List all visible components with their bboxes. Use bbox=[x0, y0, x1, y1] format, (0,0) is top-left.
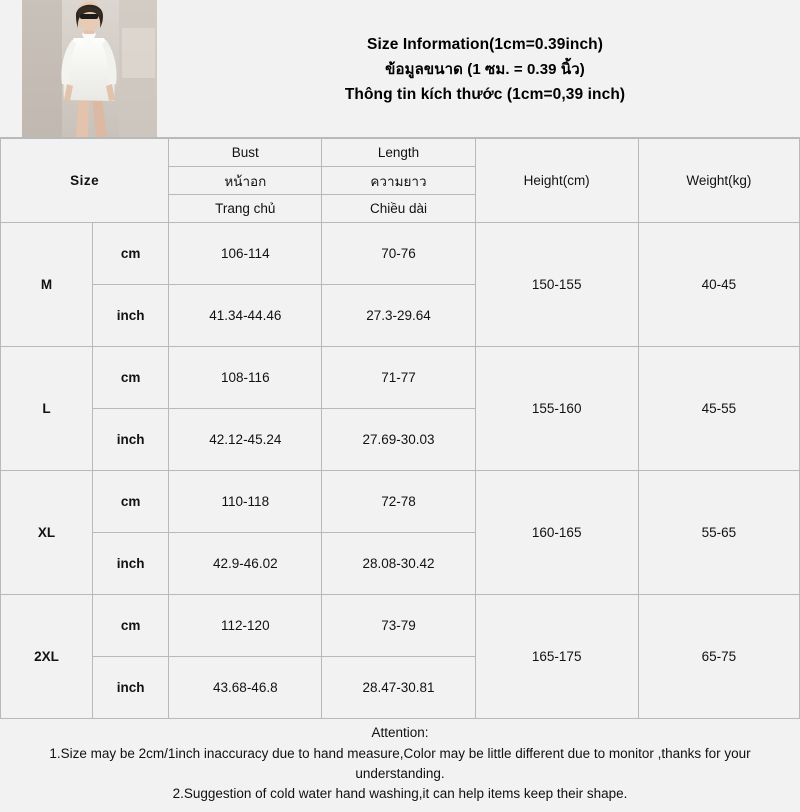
bust-inch: 42.12-45.24 bbox=[169, 409, 322, 471]
header-height: Height(cm) bbox=[475, 139, 638, 223]
header-size: Size bbox=[1, 139, 169, 223]
height-value: 160-165 bbox=[475, 471, 638, 595]
bust-inch: 43.68-46.8 bbox=[169, 657, 322, 719]
row-size-label: M bbox=[1, 223, 93, 347]
attention-title: Attention: bbox=[371, 725, 429, 740]
length-cm: 73-79 bbox=[322, 595, 475, 657]
unit-cm: cm bbox=[93, 471, 169, 533]
unit-inch: inch bbox=[93, 285, 169, 347]
row-size-label: L bbox=[1, 347, 93, 471]
header-bust-th: หน้าอก bbox=[169, 167, 322, 195]
bust-inch: 41.34-44.46 bbox=[169, 285, 322, 347]
unit-inch: inch bbox=[93, 533, 169, 595]
bust-cm: 112-120 bbox=[169, 595, 322, 657]
unit-cm: cm bbox=[93, 347, 169, 409]
unit-inch: inch bbox=[93, 657, 169, 719]
unit-cm: cm bbox=[93, 595, 169, 657]
bust-cm: 106-114 bbox=[169, 223, 322, 285]
title-thai: ข้อมูลขนาด (1 ซม. = 0.39 นิ้ว) bbox=[385, 61, 585, 78]
unit-cm: cm bbox=[93, 223, 169, 285]
header-bust-vi: Trang chủ bbox=[169, 195, 322, 223]
weight-value: 45-55 bbox=[638, 347, 799, 471]
size-table bbox=[0, 138, 800, 719]
unit-inch: inch bbox=[93, 409, 169, 471]
row-size-label: XL bbox=[1, 471, 93, 595]
title-english: Size Information(1cm=0.39inch) bbox=[367, 36, 603, 53]
weight-value: 55-65 bbox=[638, 471, 799, 595]
weight-value: 40-45 bbox=[638, 223, 799, 347]
length-inch: 28.47-30.81 bbox=[322, 657, 475, 719]
length-cm: 72-78 bbox=[322, 471, 475, 533]
length-inch: 27.3-29.64 bbox=[322, 285, 475, 347]
height-value: 155-160 bbox=[475, 347, 638, 471]
table-row bbox=[1, 471, 800, 533]
attention-line-2: 2.Suggestion of cold water hand washing,it can help items keep their shape. bbox=[172, 786, 628, 801]
product-photo bbox=[22, 0, 157, 137]
table-row bbox=[1, 595, 800, 657]
table-header-row-en bbox=[1, 139, 800, 167]
bust-cm: 108-116 bbox=[169, 347, 322, 409]
height-value: 165-175 bbox=[475, 595, 638, 719]
length-cm: 70-76 bbox=[322, 223, 475, 285]
attention-block bbox=[0, 719, 800, 812]
length-inch: 28.08-30.42 bbox=[322, 533, 475, 595]
header-length-th: ความยาว bbox=[322, 167, 475, 195]
bust-cm: 110-118 bbox=[169, 471, 322, 533]
height-value: 150-155 bbox=[475, 223, 638, 347]
table-row bbox=[1, 223, 800, 285]
title-block bbox=[180, 32, 790, 107]
table-row bbox=[1, 347, 800, 409]
attention-line-1-cont: understanding. bbox=[355, 766, 445, 781]
attention-line-1: 1.Size may be 2cm/1inch inaccuracy due to hand measure,Color may be little different due to monitor ,thanks for your bbox=[49, 746, 751, 761]
weight-value: 65-75 bbox=[638, 595, 799, 719]
bust-inch: 42.9-46.02 bbox=[169, 533, 322, 595]
length-inch: 27.69-30.03 bbox=[322, 409, 475, 471]
header-length-en: Length bbox=[322, 139, 475, 167]
header bbox=[0, 0, 800, 138]
header-bust-en: Bust bbox=[169, 139, 322, 167]
length-cm: 71-77 bbox=[322, 347, 475, 409]
row-size-label: 2XL bbox=[1, 595, 93, 719]
title-vietnamese: Thông tin kích thước (1cm=0,39 inch) bbox=[344, 86, 626, 103]
header-weight: Weight(kg) bbox=[638, 139, 799, 223]
header-length-vi: Chiều dài bbox=[322, 195, 475, 223]
